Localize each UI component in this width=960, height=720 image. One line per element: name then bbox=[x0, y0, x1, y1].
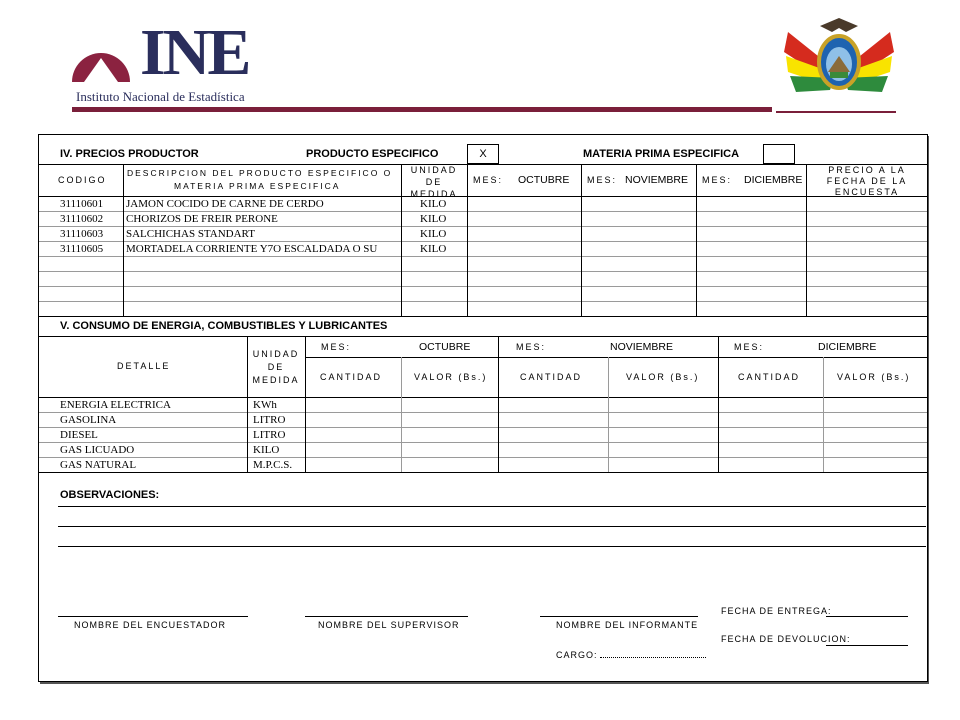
mes-label-1: MES: bbox=[473, 175, 504, 185]
v-month-octubre: OCTUBRE bbox=[419, 341, 471, 353]
v-mes-label-1: MES: bbox=[321, 342, 352, 352]
cantidad-noviembre: CANTIDAD bbox=[520, 372, 583, 382]
row4-unidad: KILO bbox=[420, 243, 447, 255]
row2-descripcion: CHORIZOS DE FREIR PERONE bbox=[126, 213, 278, 225]
ine-logo-subtitle: Instituto Nacional de Estadística bbox=[76, 89, 245, 104]
header-divider bbox=[72, 107, 772, 112]
energy-row1-unidad: KWh bbox=[253, 399, 277, 411]
row2-codigo: 31110602 bbox=[60, 213, 104, 225]
energy-row3-detalle: DIESEL bbox=[60, 429, 98, 441]
col-detalle: DETALLE bbox=[117, 361, 171, 371]
row4-codigo: 31110605 bbox=[60, 243, 104, 255]
header-divider-right bbox=[776, 111, 896, 113]
ine-logo-text: INE bbox=[140, 16, 249, 89]
observaciones-line-3[interactable] bbox=[58, 546, 926, 547]
v-mes-label-2: MES: bbox=[516, 342, 547, 352]
cantidad-diciembre: CANTIDAD bbox=[738, 372, 801, 382]
v-col-unidad-line2: DE bbox=[267, 362, 285, 372]
valor-noviembre: VALOR (Bs.) bbox=[626, 372, 700, 382]
col-precio-line2: FECHA DE LA bbox=[826, 176, 908, 186]
row1-codigo: 31110601 bbox=[60, 198, 104, 210]
mes-label-3: MES: bbox=[702, 175, 733, 185]
col-unidad-line1: UNIDAD bbox=[410, 165, 458, 175]
col-precio-line1: PRECIO A LA bbox=[828, 165, 906, 173]
col-unidad-line3: MEDIDA bbox=[410, 189, 458, 196]
col-codigo: CODIGO bbox=[58, 175, 107, 185]
row3-descripcion: SALCHICHAS STANDART bbox=[126, 228, 255, 240]
col-descripcion-line2: MATERIA PRIMA ESPECIFICA bbox=[174, 181, 341, 191]
v-month-noviembre: NOVIEMBRE bbox=[610, 341, 674, 353]
row3-unidad: KILO bbox=[420, 228, 447, 240]
observaciones-line-2[interactable] bbox=[58, 526, 926, 527]
month-diciembre: DICIEMBRE bbox=[744, 174, 803, 186]
row4-descripcion: MORTADELA CORRIENTE Y7O ESCALDADA O SU bbox=[126, 244, 378, 255]
fecha-devolucion-field[interactable] bbox=[826, 645, 908, 646]
energy-row2-unidad: LITRO bbox=[253, 414, 286, 426]
row1-descripcion: JAMON COCIDO DE CARNE DE CERDO bbox=[126, 198, 324, 210]
section4-title: IV. PRECIOS PRODUCTOR bbox=[60, 148, 199, 160]
valor-octubre: VALOR (Bs.) bbox=[414, 372, 488, 382]
materia-prima-label: MATERIA PRIMA ESPECIFICA bbox=[583, 148, 740, 160]
v-col-unidad-line3: MEDIDA bbox=[252, 375, 300, 385]
supervisor-signature-line[interactable] bbox=[305, 616, 468, 617]
mes-label-2: MES: bbox=[587, 175, 618, 185]
cargo-label: CARGO: bbox=[556, 650, 598, 660]
materia-prima-checkbox[interactable] bbox=[763, 144, 795, 164]
v-month-diciembre: DICIEMBRE bbox=[818, 341, 877, 353]
ine-logo-arch-icon bbox=[70, 24, 132, 86]
coat-of-arms-icon bbox=[780, 12, 898, 108]
month-octubre: OCTUBRE bbox=[518, 174, 570, 186]
fecha-devolucion-label: FECHA DE DEVOLUCION: bbox=[721, 634, 851, 644]
row2-unidad: KILO bbox=[420, 213, 447, 225]
energy-row2-detalle: GASOLINA bbox=[60, 414, 117, 426]
col-descripcion-line1: DESCRIPCION DEL PRODUCTO ESPECIFICO O bbox=[127, 168, 393, 178]
fecha-entrega-label: FECHA DE ENTREGA: bbox=[721, 606, 832, 616]
energy-row4-unidad: KILO bbox=[253, 444, 280, 456]
v-col-unidad-line1: UNIDAD bbox=[252, 349, 300, 359]
cargo-field[interactable] bbox=[600, 657, 706, 658]
v-mes-label-3: MES: bbox=[734, 342, 765, 352]
month-noviembre: NOVIEMBRE bbox=[625, 174, 689, 186]
col-precio-line3: ENCUESTA bbox=[834, 187, 900, 197]
informante-signature-line[interactable] bbox=[540, 616, 698, 617]
section5-title: V. CONSUMO DE ENERGIA, COMBUSTIBLES Y LUBRICANTES bbox=[60, 320, 388, 332]
supervisor-label: NOMBRE DEL SUPERVISOR bbox=[318, 620, 460, 630]
energy-row4-detalle: GAS LICUADO bbox=[60, 444, 135, 456]
energy-row5-unidad: M.P.C.S. bbox=[253, 459, 293, 471]
informante-label: NOMBRE DEL INFORMANTE bbox=[556, 620, 699, 630]
row3-codigo: 31110603 bbox=[60, 228, 104, 240]
cantidad-octubre: CANTIDAD bbox=[320, 372, 383, 382]
observaciones-label: OBSERVACIONES: bbox=[60, 489, 160, 501]
energy-row1-detalle: ENERGIA ELECTRICA bbox=[60, 399, 171, 411]
producto-especifico-checkbox[interactable]: X bbox=[467, 144, 499, 164]
col-unidad-line2: DE bbox=[425, 177, 443, 187]
energy-row3-unidad: LITRO bbox=[253, 429, 286, 441]
fecha-entrega-field[interactable] bbox=[826, 616, 908, 617]
producto-especifico-label: PRODUCTO ESPECIFICO bbox=[306, 148, 439, 160]
encuestador-label: NOMBRE DEL ENCUESTADOR bbox=[74, 620, 227, 630]
observaciones-line-1[interactable] bbox=[58, 506, 926, 507]
row1-unidad: KILO bbox=[420, 198, 447, 210]
valor-diciembre: VALOR (Bs.) bbox=[837, 372, 911, 382]
encuestador-signature-line[interactable] bbox=[58, 616, 248, 617]
energy-row5-detalle: GAS NATURAL bbox=[60, 459, 137, 471]
